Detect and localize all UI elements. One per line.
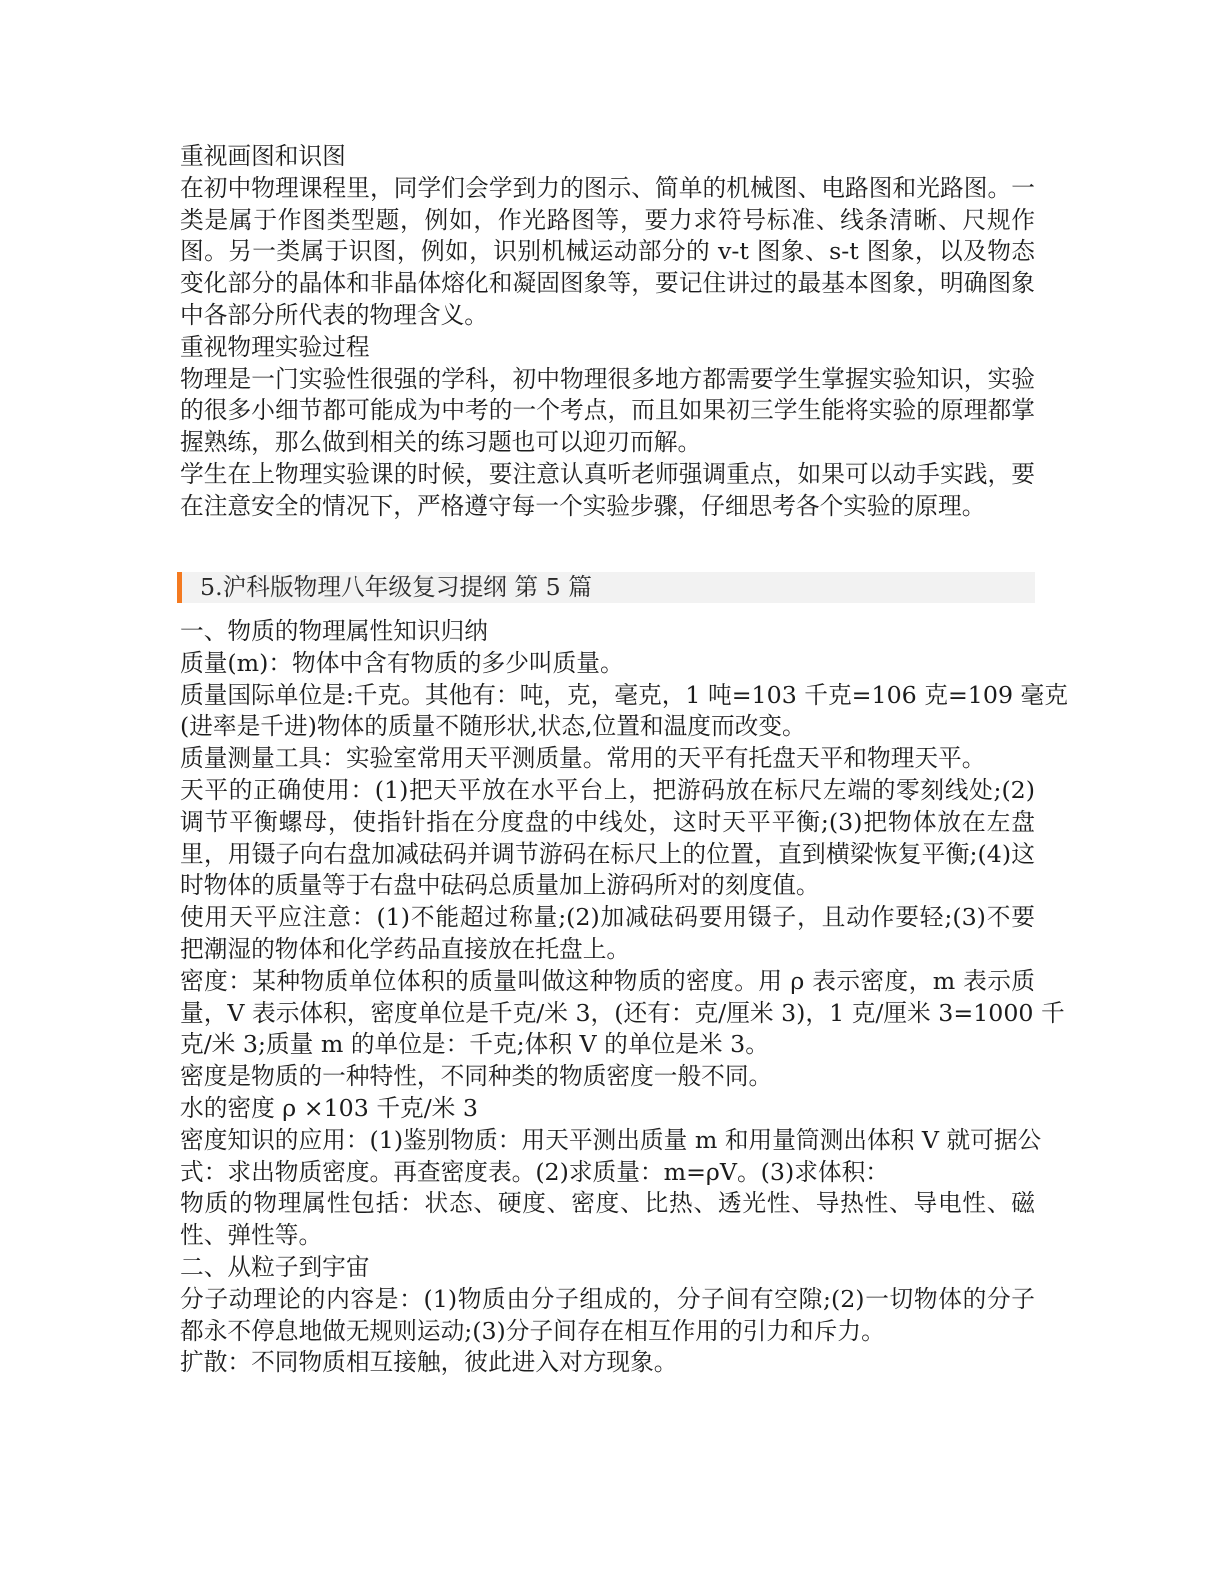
text-line: 天平的正确使用：(1)把天平放在水平台上，把游码放在标尺左端的零刻线处;(2) bbox=[180, 775, 1035, 804]
article-section-1 bbox=[180, 141, 1035, 523]
text-line: 一、物质的物理属性知识归纳 bbox=[180, 617, 488, 645]
text-line: 使用天平应注意：(1)不能超过称量;(2)加减砝码要用镊子，且动作要轻;(3)不要 bbox=[180, 903, 1035, 932]
paragraph bbox=[180, 902, 1035, 966]
heading-accent-bar bbox=[177, 572, 182, 603]
text-line: 质量测量工具：实验室常用天平测质量。常用的天平有托盘天平和物理天平。 bbox=[180, 744, 986, 773]
subheading bbox=[180, 141, 1035, 173]
subheading bbox=[180, 1252, 1035, 1284]
text-line: 密度：某种物质单位体积的质量叫做这种物质的密度。用 ρ 表示密度，m 表示质 bbox=[180, 966, 1035, 995]
paragraph bbox=[180, 775, 1035, 902]
text-line: 时物体的质量等于右盘中砝码总质量加上游码所对的刻度值。 bbox=[180, 871, 820, 900]
text-line: 学生在上物理实验课的时候，要注意认真听老师强调重点，如果可以动手实践，要 bbox=[180, 459, 1035, 488]
text-line: 类是属于作图类型题，例如，作光路图等，要力求符号标准、线条清晰、尺规作 bbox=[180, 205, 1035, 234]
text-line: 在注意安全的情况下，严格遵守每一个实验步骤，仔细思考各个实验的原理。 bbox=[180, 491, 986, 520]
subheading bbox=[180, 616, 1035, 648]
paragraph bbox=[180, 648, 1035, 680]
article-section-2 bbox=[180, 616, 1068, 1379]
text-line: 握熟练，那么做到相关的练习题也可以迎刃而解。 bbox=[180, 428, 702, 457]
paragraph bbox=[180, 966, 1065, 1061]
paragraph bbox=[180, 459, 1035, 523]
text-line: 量，V 表示体积，密度单位是千克/米 3，(还有：克/厘米 3)，1 克/厘米 3=1000 千 bbox=[180, 998, 1065, 1027]
paragraph bbox=[180, 364, 1035, 459]
text-line: 都永不停息地做无规则运动;(3)分子间存在相互作用的引力和斥力。 bbox=[180, 1316, 885, 1345]
paragraph bbox=[180, 1125, 1042, 1189]
paragraph bbox=[180, 1093, 1035, 1125]
text-line: 扩散：不同物质相互接触，彼此进入对方现象。 bbox=[180, 1348, 678, 1377]
text-line: 式：求出物质密度。再查密度表。(2)求质量：m=ρV。(3)求体积： bbox=[180, 1157, 889, 1186]
text-line: 水的密度 ρ ×103 千克/米 3 bbox=[180, 1093, 478, 1122]
text-line: 性、弹性等。 bbox=[180, 1221, 323, 1250]
subheading bbox=[180, 332, 1035, 364]
text-line: 变化部分的晶体和非晶体熔化和凝固图象等，要记住讲过的最基本图象，明确图象 bbox=[180, 269, 1035, 298]
text-line: 把潮湿的物体和化学药品直接放在托盘上。 bbox=[180, 934, 631, 963]
section-heading-bar bbox=[177, 572, 1035, 603]
text-line: 二、从粒子到宇宙 bbox=[180, 1252, 370, 1281]
text-line: 物理是一门实验性很强的学科，初中物理很多地方都需要学生掌握实验知识，实验 bbox=[180, 364, 1035, 393]
text-line: 分子动理论的内容是：(1)物质由分子组成的，分子间有空隙;(2)一切物体的分子 bbox=[180, 1284, 1035, 1313]
text-line: 调节平衡螺母，使指针指在分度盘的中线处，这时天平平衡;(3)把物体放在左盘 bbox=[180, 807, 1035, 836]
paragraph bbox=[180, 173, 1035, 332]
text-line: 的很多小细节都可能成为中考的一个考点，而且如果初三学生能将实验的原理都掌 bbox=[180, 396, 1035, 425]
text-line: 里，用镊子向右盘加减砝码并调节游码在标尺上的位置，直到横梁恢复平衡;(4)这 bbox=[180, 839, 1035, 868]
text-line: (进率是千进)物体的质量不随形状,状态,位置和温度而改变。 bbox=[180, 712, 806, 741]
text-line: 克/米 3;质量 m 的单位是：千克;体积 V 的单位是米 3。 bbox=[180, 1030, 769, 1059]
text-line: 在初中物理课程里，同学们会学到力的图示、简单的机械图、电路图和光路图。一 bbox=[180, 173, 1035, 202]
paragraph bbox=[180, 1347, 1035, 1379]
text-line: 密度知识的应用：(1)鉴别物质：用天平测出质量 m 和用量筒测出体积 V 就可据公 bbox=[180, 1125, 1042, 1154]
paragraph bbox=[180, 1188, 1035, 1252]
text-line: 重视画图和识图 bbox=[180, 142, 346, 170]
text-line: 物质的物理属性包括：状态、硬度、密度、比热、透光性、导热性、导电性、磁 bbox=[180, 1189, 1035, 1218]
text-line: 重视物理实验过程 bbox=[180, 332, 370, 361]
text-line: 图。另一类属于识图，例如，识别机械运动部分的 v-t 图象、s-t 图象，以及物态 bbox=[180, 237, 1035, 266]
paragraph bbox=[180, 1284, 1035, 1348]
paragraph bbox=[180, 743, 1035, 775]
paragraph bbox=[180, 1061, 1035, 1093]
text-line: 质量(m)：物体中含有物质的多少叫质量。 bbox=[180, 648, 624, 677]
text-line: 质量国际单位是:千克。其他有：吨，克，毫克，1 吨=103 千克=106 克=109 毫克 bbox=[180, 680, 1068, 709]
paragraph bbox=[180, 680, 1068, 744]
text-line: 密度是物质的一种特性，不同种类的物质密度一般不同。 bbox=[180, 1062, 773, 1091]
text-line: 中各部分所代表的物理含义。 bbox=[180, 300, 488, 329]
section-heading-title: 5.沪科版物理八年级复习提纲 第 5 篇 bbox=[200, 573, 592, 601]
